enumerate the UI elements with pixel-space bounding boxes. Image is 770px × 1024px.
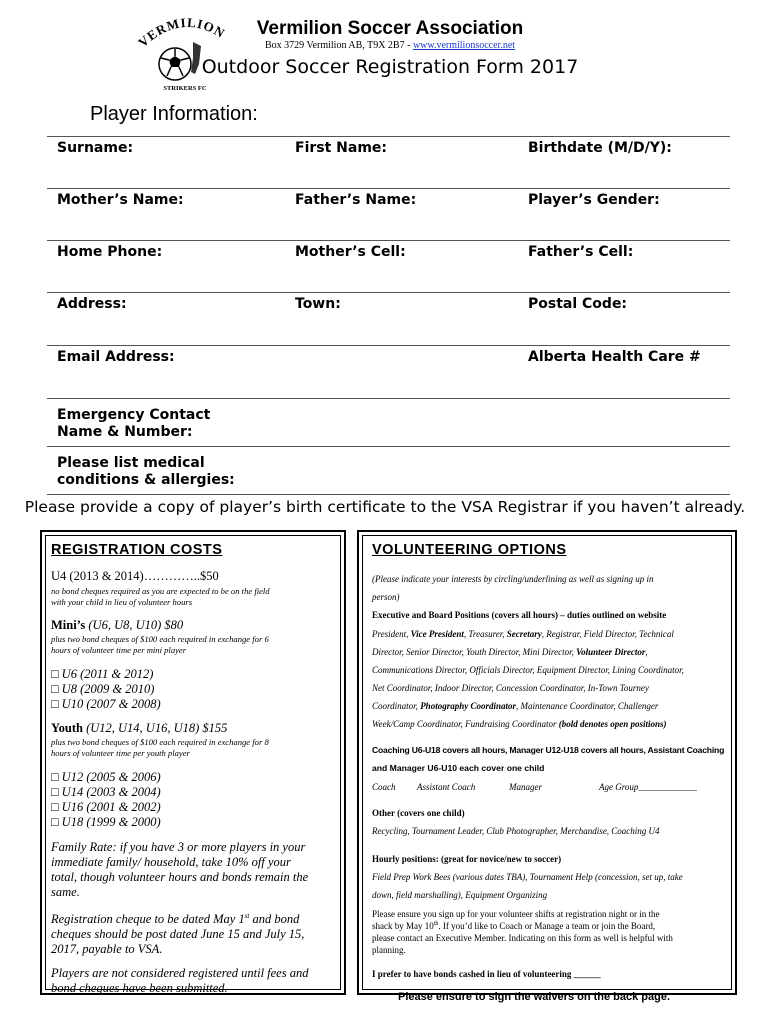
divider bbox=[47, 188, 730, 189]
cheque-sup: st bbox=[244, 912, 250, 920]
bold-legend: (bold denotes open positions) bbox=[558, 719, 667, 729]
option-u12[interactable]: □ U12 (2005 & 2006) bbox=[51, 770, 161, 784]
divider bbox=[47, 494, 730, 495]
photography-coordinator-open: Photography Coordinator bbox=[420, 701, 516, 711]
registration-note-2: bond cheques have been submitted. bbox=[51, 981, 228, 995]
exec-text: , Treasurer, bbox=[463, 629, 507, 639]
signup-instructions-4: planning. bbox=[372, 945, 406, 955]
coaching-info-2: and Manager U6-U10 each cover one child bbox=[372, 763, 545, 773]
volunteering-options-box bbox=[357, 530, 737, 995]
family-rate-2: immediate family/ household, take 10% off your bbox=[51, 855, 291, 869]
youth-note: plus two bond cheques of $100 each required in exchange for 8 bbox=[51, 737, 269, 747]
cheque-dating bbox=[51, 912, 299, 927]
address-text: Box 3729 Vermilion AB, T9X 2B7 - bbox=[264, 40, 413, 51]
minis-detail: (U6, U8, U10) $80 bbox=[85, 618, 184, 632]
minis-cost bbox=[51, 618, 183, 633]
signup-instructions: Please ensure you sign up for your volunteer shifts at registration night or in the bbox=[372, 909, 660, 919]
divider bbox=[47, 398, 730, 399]
youth-detail: (U12, U14, U16, U18) $155 bbox=[82, 721, 228, 735]
exec-text: , Registrar, Field Director, Technical bbox=[541, 629, 674, 639]
option-u6[interactable]: □ U6 (2011 & 2012) bbox=[51, 667, 154, 681]
exec-positions-5 bbox=[372, 701, 658, 711]
coaching-info: Coaching U6-U18 covers all hours, Manager U12-U18 covers all hours, Assistant Coaching bbox=[372, 745, 725, 755]
exec-text: Director, Senior Director, Youth Director, Mini Director, bbox=[372, 647, 577, 657]
mothers-cell-label[interactable]: Mother’s Cell: bbox=[295, 244, 406, 260]
logo-text-bottom: STRIKERS FC bbox=[163, 85, 207, 92]
signup-instructions-2 bbox=[372, 921, 655, 931]
hourly-heading: Hourly positions: (great for novice/new to soccer) bbox=[372, 854, 562, 864]
option-u8[interactable]: □ U8 (2009 & 2010) bbox=[51, 682, 155, 696]
divider bbox=[47, 240, 730, 241]
secretary-open: Secretary bbox=[506, 629, 542, 639]
cheque-dating-3: 2017, payable to VSA. bbox=[51, 942, 163, 956]
divider bbox=[47, 292, 730, 293]
exec-positions-4: Net Coordinator, Indoor Director, Concession Coordinator, In-Town Tourney bbox=[372, 683, 649, 693]
birthdate-label[interactable]: Birthdate (M/D/Y): bbox=[528, 140, 672, 156]
medical-conditions-label[interactable]: Please list medical bbox=[57, 455, 205, 471]
cheque-dating-2: cheques should be post dated June 15 and July 15, bbox=[51, 927, 305, 941]
hourly-positions: Field Prep Work Bees (various dates TBA), Tournament Help (concession, set up, take bbox=[372, 872, 683, 882]
home-phone-label[interactable]: Home Phone: bbox=[57, 244, 163, 260]
medical-conditions-label-2: conditions & allergies: bbox=[57, 472, 235, 488]
divider bbox=[47, 136, 730, 137]
other-heading: Other (covers one child) bbox=[372, 808, 465, 818]
cheque-text: Registration cheque to be dated May 1 bbox=[51, 912, 245, 927]
youth-note-2: hours of volunteer time per youth player bbox=[51, 748, 190, 758]
bonds-cashed-option[interactable]: I prefer to have bonds cashed in lieu of volunteering ______ bbox=[372, 969, 601, 979]
u4-cost: U4 (2013 & 2014)…………..$50 bbox=[51, 569, 219, 583]
volunteer-intro: (Please indicate your interests by circling/underlining as well as signing up in bbox=[372, 574, 654, 584]
volunteer-director-open: Volunteer Director bbox=[576, 647, 646, 657]
exec-text: President, bbox=[372, 629, 411, 639]
website-link[interactable]: www.vermilionsoccer.net bbox=[412, 40, 516, 51]
emergency-contact-label[interactable]: Emergency Contact bbox=[57, 407, 211, 423]
exec-positions-3: Communications Director, Officials Director, Equipment Director, Lining Coordinator, bbox=[372, 665, 684, 675]
youth-label: Youth bbox=[51, 721, 83, 735]
health-care-label[interactable]: Alberta Health Care # bbox=[528, 349, 701, 365]
exec-positions-2 bbox=[372, 647, 648, 657]
address-label[interactable]: Address: bbox=[57, 296, 127, 312]
option-u14[interactable]: □ U14 (2003 & 2004) bbox=[51, 785, 161, 799]
youth-cost bbox=[51, 721, 227, 736]
form-title: Outdoor Soccer Registration Form 2017 bbox=[201, 56, 579, 78]
exec-text: Week/Camp Coordinator, Fundraising Coordinator bbox=[372, 719, 559, 729]
svg-text:VERMILION bbox=[135, 15, 228, 50]
family-rate: Family Rate: if you have 3 or more players in your bbox=[51, 840, 306, 854]
option-u18[interactable]: □ U18 (1999 & 2000) bbox=[51, 815, 161, 829]
association-address bbox=[230, 40, 550, 51]
first-name-label[interactable]: First Name: bbox=[295, 140, 388, 156]
registration-costs-title: REGISTRATION COSTS bbox=[51, 542, 223, 558]
logo-text-top: VERMILION bbox=[135, 14, 228, 51]
assistant-coach-option[interactable]: Assistant Coach bbox=[417, 782, 476, 792]
registration-costs-box bbox=[40, 530, 346, 995]
fathers-cell-label[interactable]: Father’s Cell: bbox=[528, 244, 634, 260]
signup-sup: th bbox=[433, 921, 439, 927]
registration-note: Players are not considered registered until fees and bbox=[51, 966, 309, 980]
waiver-reminder: Please ensure to sign the waivers on the back page. bbox=[398, 991, 671, 1003]
exec-positions bbox=[372, 629, 674, 639]
emergency-contact-label-2: Name & Number: bbox=[57, 424, 193, 440]
family-rate-3: total, though volunteer hours and bonds remain the bbox=[51, 870, 309, 884]
age-group-field[interactable]: Age Group_____________ bbox=[599, 782, 697, 792]
u4-note-2: with your child in lieu of volunteer hours bbox=[51, 597, 193, 607]
postal-code-label[interactable]: Postal Code: bbox=[528, 296, 628, 312]
minis-note: plus two bond cheques of $100 each required in exchange for 6 bbox=[51, 634, 269, 644]
player-info-title: Player Information: bbox=[90, 103, 258, 125]
signup-text: shack by May 10 bbox=[372, 921, 434, 931]
signup-text-b: . If you’d like to Coach or Manage a team or join the Board, bbox=[438, 921, 656, 931]
option-u16[interactable]: □ U16 (2001 & 2002) bbox=[51, 800, 161, 814]
coach-option[interactable]: Coach bbox=[372, 782, 396, 792]
exec-text: , bbox=[645, 647, 648, 657]
vice-president-open: Vice President bbox=[410, 629, 464, 639]
volunteer-intro-2: person) bbox=[372, 592, 400, 602]
vsa-logo bbox=[135, 14, 235, 92]
exec-text: , Maintenance Coordinator, Challenger bbox=[515, 701, 659, 711]
signup-instructions-3: please contact an Executive Member. Indicating on this form as well is helpful with bbox=[372, 933, 673, 943]
option-u10[interactable]: □ U10 (2007 & 2008) bbox=[51, 697, 161, 711]
volunteering-title: VOLUNTEERING OPTIONS bbox=[372, 542, 567, 558]
exec-heading: Executive and Board Positions (covers all hours) – duties outlined on website bbox=[372, 610, 667, 620]
minis-label: Mini’s bbox=[51, 618, 86, 632]
birth-certificate-notice: Please provide a copy of player’s birth certificate to the VSA Registrar if you haven’t already. bbox=[24, 498, 746, 516]
fathers-name-label[interactable]: Father’s Name: bbox=[295, 192, 417, 208]
hourly-positions-2: down, field marshalling), Equipment Organizing bbox=[372, 890, 548, 900]
surname-label[interactable]: Surname: bbox=[57, 140, 134, 156]
minis-note-2: hours of volunteer time per mini player bbox=[51, 645, 187, 655]
email-label[interactable]: Email Address: bbox=[57, 349, 175, 365]
manager-option[interactable]: Manager bbox=[509, 782, 542, 792]
exec-positions-6 bbox=[372, 719, 667, 729]
town-label[interactable]: Town: bbox=[295, 296, 341, 312]
divider bbox=[47, 446, 730, 447]
association-title: Vermilion Soccer Association bbox=[256, 18, 524, 39]
mothers-name-label[interactable]: Mother’s Name: bbox=[57, 192, 184, 208]
gender-label[interactable]: Player’s Gender: bbox=[528, 192, 660, 208]
cheque-text-b: and bond bbox=[249, 912, 300, 927]
divider bbox=[47, 345, 730, 346]
family-rate-4: same. bbox=[51, 885, 80, 899]
other-positions: Recycling, Tournament Leader, Club Photographer, Merchandise, Coaching U4 bbox=[372, 826, 660, 836]
exec-text: Coordinator, bbox=[372, 701, 421, 711]
u4-note: no bond cheques required as you are expected to be on the field bbox=[51, 586, 270, 596]
